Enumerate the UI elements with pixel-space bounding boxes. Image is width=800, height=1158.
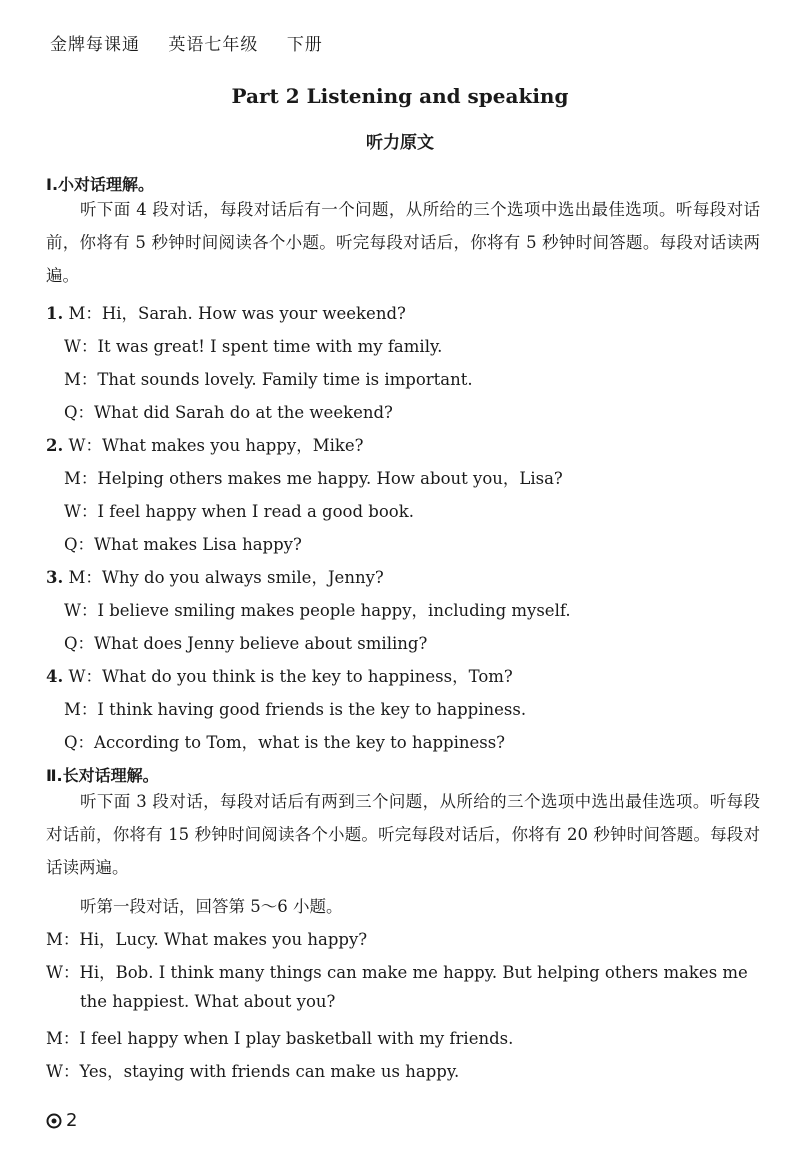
page-number-value: 2 bbox=[66, 1110, 78, 1131]
section1-heading: Ⅰ.小对话理解。 bbox=[46, 175, 155, 194]
dialogue-3-question: Q：What does Jenny believe about smiling? bbox=[64, 634, 428, 653]
dialogue-1-line-3: M：That sounds lovely. Family time is important. bbox=[64, 370, 473, 389]
dialogue-4-question: Q：According to Tom，what is the key to happiness? bbox=[64, 733, 506, 752]
dialogue-2-line-2: M：Helping others makes me happy. How about you，Lisa? bbox=[64, 469, 563, 488]
section2-instructions: 听下面 3 段对话，每段对话后有两到三个问题，从所给的三个选项中选出最佳选项。听每段对话前，你将有 15 秒钟时间阅读各个小题。听完每段对话后，你将有 20 秒钟时间答题。每段对话读两遍。 bbox=[46, 792, 760, 877]
long-dialogue-line-4: W：Yes，staying with friends can make us happy. bbox=[46, 1062, 460, 1081]
dialogue-2-question: Q：What makes Lisa happy? bbox=[64, 535, 302, 554]
book-title: 金牌每课通 bbox=[50, 35, 140, 55]
dialogue-1-line-2: W：It was great! I spent time with my family. bbox=[64, 337, 443, 356]
long-dialogue-line-2: W：Hi，Bob. I think many things can make me happy. But helping others makes me bbox=[46, 963, 748, 982]
dialogue-3-line-2: W：I believe smiling makes people happy，including myself. bbox=[64, 601, 571, 620]
running-header bbox=[50, 30, 345, 55]
long-dialogue-line-2-cont: the happiest. What about you? bbox=[80, 992, 336, 1011]
volume-label: 下册 bbox=[286, 35, 323, 55]
dialogue-3-line-1: 3. M：Why do you always smile，Jenny? bbox=[46, 568, 384, 587]
section2-heading: Ⅱ.长对话理解。 bbox=[46, 766, 159, 785]
dialogue-2-line-3: W：I feel happy when I read a good book. bbox=[64, 502, 414, 521]
flower-icon bbox=[46, 1113, 62, 1129]
long-dialogue-line-1: M：Hi，Lucy. What makes you happy? bbox=[46, 930, 368, 949]
dialogue-1-line-1: 1. M：Hi，Sarah. How was your weekend? bbox=[46, 304, 406, 323]
part-title: Part 2 Listening and speaking bbox=[231, 84, 569, 108]
long-dialogue-line-3: M：I feel happy when I play basketball with my friends. bbox=[46, 1029, 514, 1048]
dialogue-4-line-2: M：I think having good friends is the key to happiness. bbox=[64, 700, 527, 719]
first-dialogue-intro: 听第一段对话，回答第 5～6 小题。 bbox=[80, 897, 343, 916]
section1-instructions: 听下面 4 段对话，每段对话后有一个问题，从所给的三个选项中选出最佳选项。听每段对话前，你将有 5 秒钟时间阅读各个小题。听完每段对话后，你将有 5 秒钟时间答题。每段对话读两遍。 bbox=[46, 200, 760, 285]
dialogue-1-question: Q：What did Sarah do at the weekend? bbox=[64, 403, 393, 422]
dialogue-4-line-1: 4. W：What do you think is the key to happiness，Tom? bbox=[46, 667, 513, 686]
section-subtitle: 听力原文 bbox=[366, 133, 434, 153]
dialogue-2-line-1: 2. W：What makes you happy，Mike? bbox=[46, 436, 364, 455]
page-number bbox=[46, 1110, 77, 1131]
subject-label: 英语七年级 bbox=[168, 35, 259, 55]
